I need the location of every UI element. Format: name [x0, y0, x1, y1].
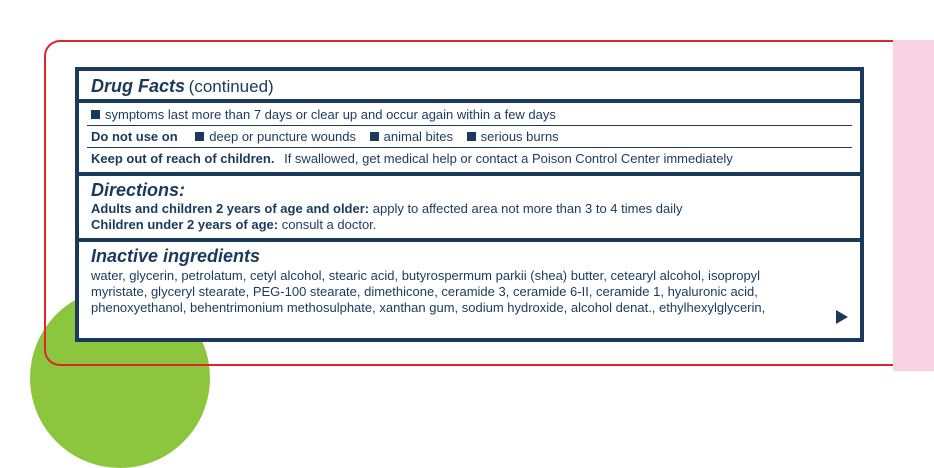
directions-adults-label: Adults and children 2 years of age and older:: [91, 201, 370, 216]
do-not-use-item: serious burns: [480, 129, 559, 144]
divider: [87, 147, 852, 148]
keep-out-line: [91, 151, 848, 166]
drug-facts-title-bold: Drug Facts: [91, 76, 186, 96]
inactive-line: water, glycerin, petrolatum, cetyl alcohol, stearic acid, butyrospermum parkii (shea) butter, cetearyl alcohol, isopropyl: [91, 268, 761, 283]
directions-heading-row: [91, 180, 848, 200]
symptoms-text: symptoms last more than 7 days or clear up and occur again within a few days: [105, 107, 556, 122]
directions-heading: Directions:: [91, 180, 186, 200]
pink-side-strip: [893, 40, 934, 371]
keep-out-label: Keep out of reach of children.: [91, 151, 275, 166]
section-rule: [79, 238, 860, 242]
directions-children-label: Children under 2 years of age:: [91, 217, 279, 232]
directions-children-line: [91, 217, 848, 232]
continue-arrow-icon: [836, 310, 848, 324]
do-not-use-label: Do not use on: [91, 129, 178, 144]
inactive-heading: Inactive ingredients: [91, 246, 261, 266]
drug-facts-panel: [75, 67, 864, 342]
do-not-use-item: deep or puncture wounds: [209, 129, 357, 144]
bullet-square-icon: [370, 132, 379, 141]
directions-adults-line: [91, 201, 848, 216]
bullet-square-icon: [467, 132, 476, 141]
do-not-use-item: animal bites: [383, 129, 454, 144]
bullet-square-icon: [195, 132, 204, 141]
inactive-heading-row: [91, 246, 848, 266]
divider: [87, 125, 852, 126]
drug-facts-title: [91, 76, 848, 96]
inactive-line: phenoxyethanol, behentrimonium methosulphate, xanthan gum, sodium hydroxide, alcohol denat., ethylhexylglycerin,: [91, 300, 766, 315]
section-rule: [79, 172, 860, 176]
directions-adults-text: apply to affected area not more than 3 to 4 times daily: [372, 201, 683, 216]
do-not-use-line: [91, 129, 848, 144]
drug-facts-title-rest: (continued): [188, 77, 274, 96]
directions-children-text: consult a doctor.: [281, 217, 377, 232]
section-rule: [79, 99, 860, 103]
bullet-square-icon: [91, 110, 100, 119]
symptoms-line: [91, 107, 848, 122]
inactive-line: myristate, glyceryl stearate, PEG-100 stearate, dimethicone, ceramide 3, ceramide 6-II, ceramide 1, hyaluronic acid,: [91, 284, 758, 299]
keep-out-text: If swallowed, get medical help or contact a Poison Control Center immediately: [284, 151, 733, 166]
